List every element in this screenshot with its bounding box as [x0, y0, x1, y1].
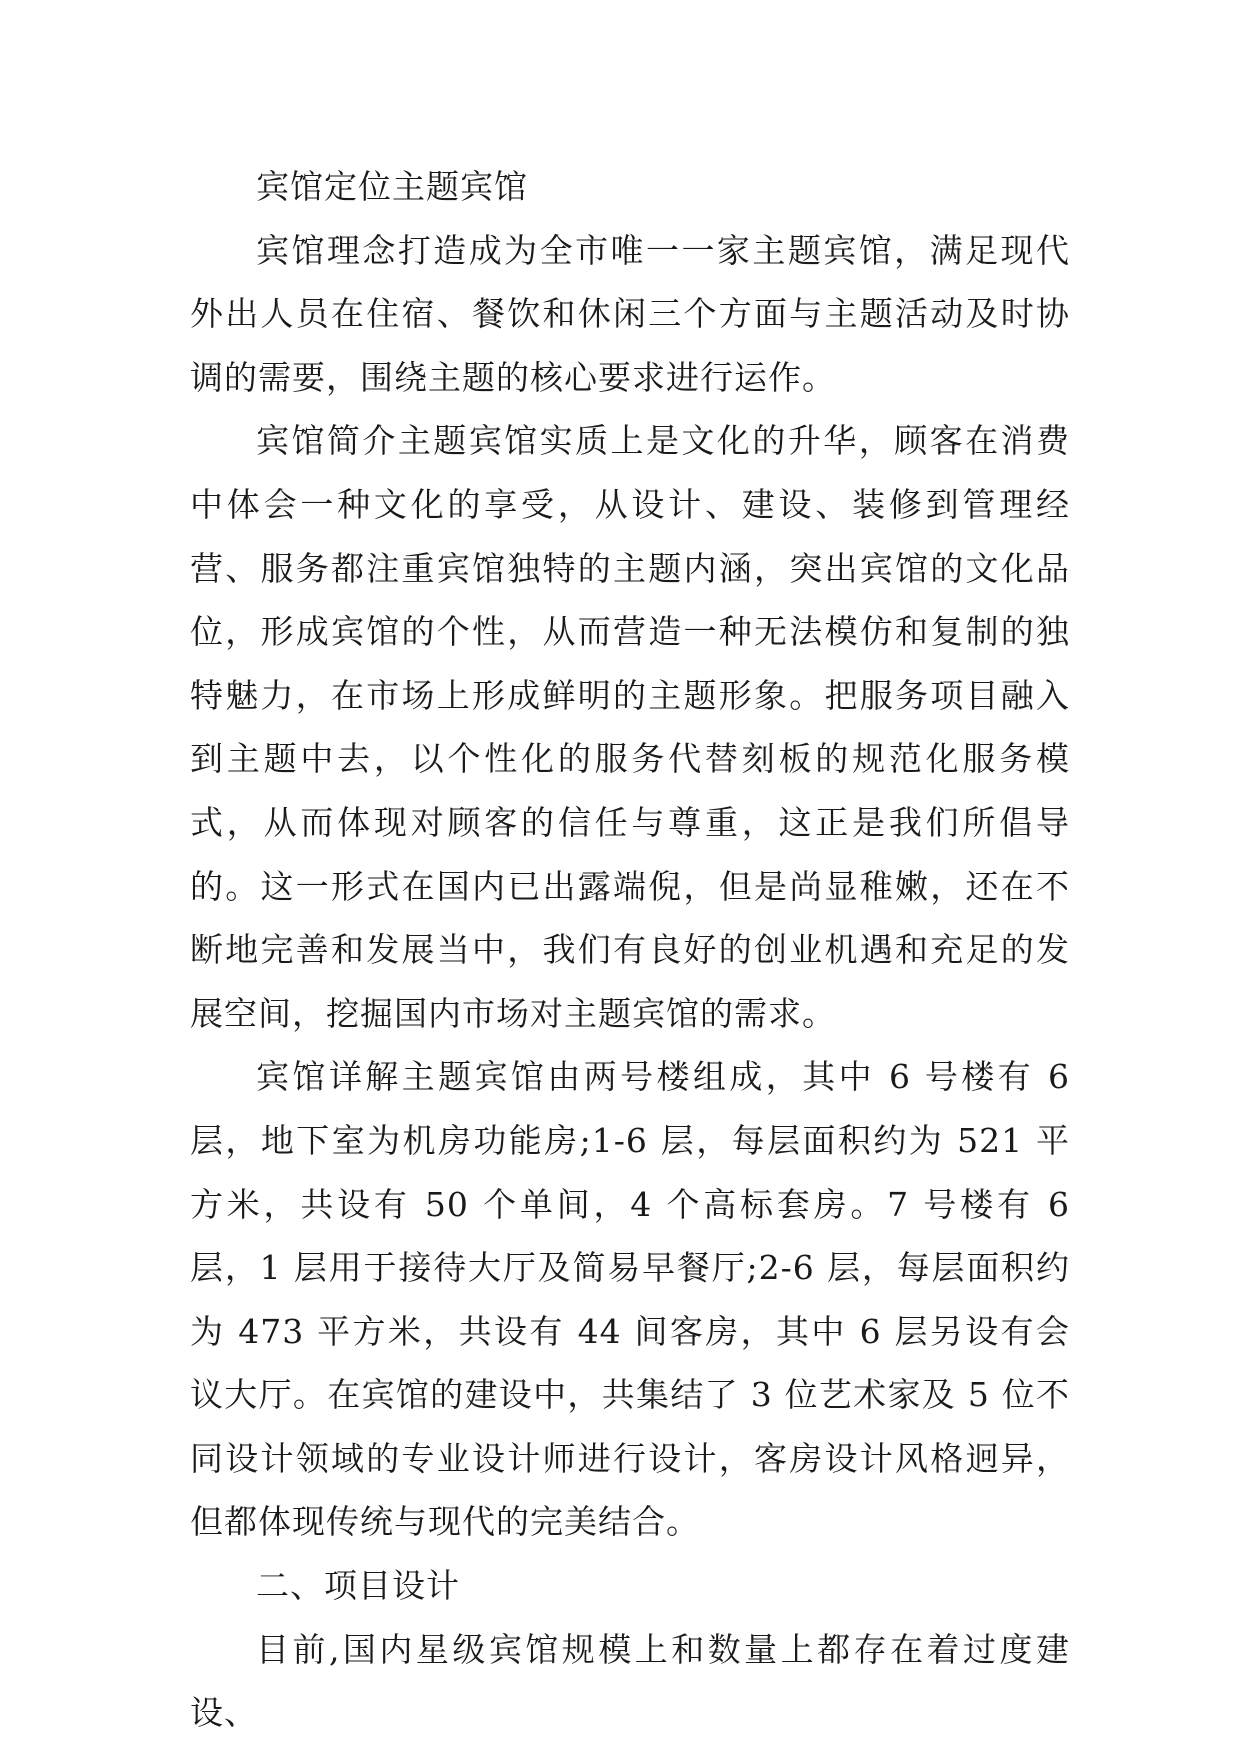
paragraph-current-situation: 目前,国内星级宾馆规模上和数量上都存在着过度建设、 [190, 1629, 1070, 1733]
paragraph-hotel-positioning: 宾馆定位主题宾馆 [256, 167, 528, 206]
document-body [190, 155, 1070, 1745]
paragraph-hotel-introduction: 宾馆简介主题宾馆实质上是文化的升华，顾客在消费中体会一种文化的享受，从设计、建设、装修到管理经营、服务都注重宾馆独特的主题内涵，突出宾馆的文化品位，形成宾馆的个性，从而营造一种无法模仿和复制的独特魅力，在市场上形成鲜明的主题形象。把服务项目融入到主题中去，以个性化的服务代替刻板的规范化服务模式，从而体现对顾客的信任与尊重，这正是我们所倡导的。这一形式在国内已出露端倪，但是尚显稚嫩，还在不断地完善和发展当中，我们有良好的创业机遇和充足的发展空间，挖掘国内市场对主题宾馆的需求。 [190, 421, 1070, 1033]
paragraph-hotel-details: 宾馆详解主题宾馆由两号楼组成，其中 6 号楼有 6 层，地下室为机房功能房;1-6 层，每层面积约为 521 平方米，共设有 50 个单间，4 个高标套房。7 号楼有 6 层，1 层用于接待大厅及简易早餐厅;2-6 层，每层面积约为 473 平方米，共设有 44 间客房，其中 6 层另设有会议大厅。在宾馆的建设中，共集结了 3 位艺术家及 5 位不同设计领域的专业设计师进行设计，客房设计风格迥异，但都体现传统与现代的完美结合。 [190, 1057, 1070, 1542]
paragraph-hotel-philosophy: 宾馆理念打造成为全市唯一一家主题宾馆，满足现代外出人员在住宿、餐饮和休闲三个方面与主题活动及时协调的需要，围绕主题的核心要求进行运作。 [190, 230, 1070, 397]
section-heading-project-design: 二、项目设计 [256, 1566, 460, 1606]
